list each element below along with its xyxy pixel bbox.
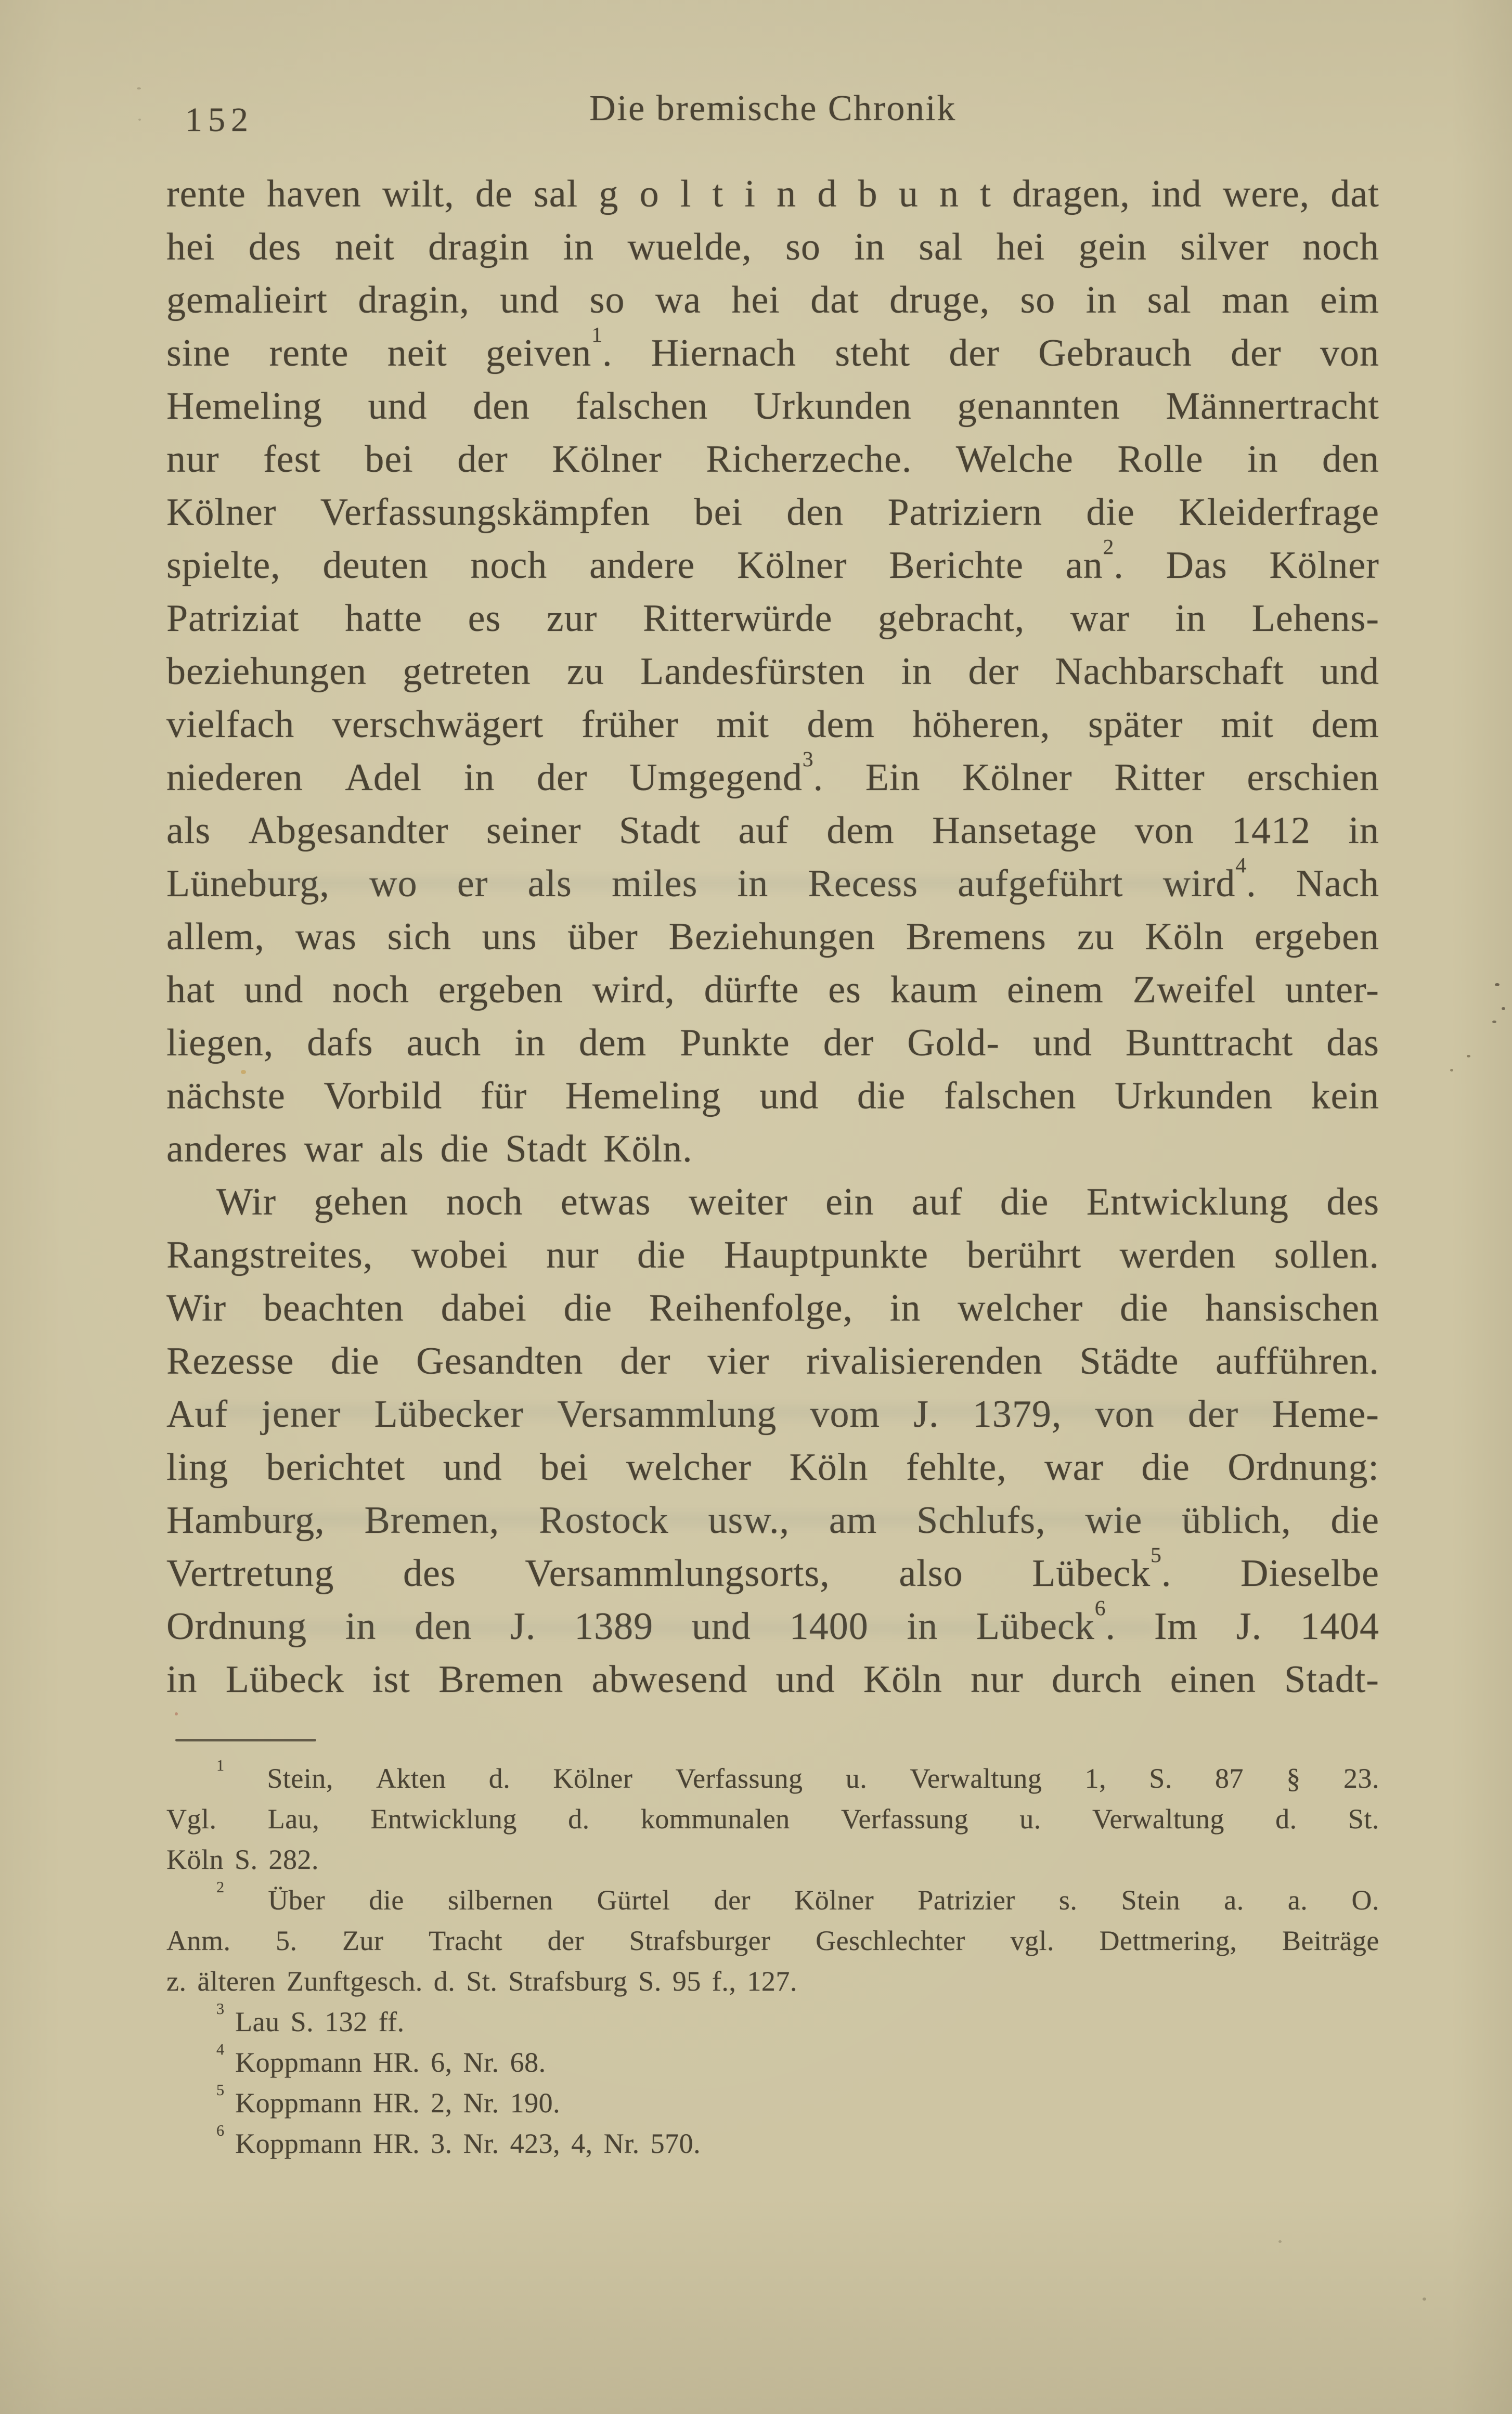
scan-speck (1495, 983, 1500, 986)
scan-speck (1502, 1007, 1505, 1010)
main-text-line: allem, was sich uns über Beziehungen Bremens zu Köln ergeben (166, 915, 1379, 958)
main-text-line: Wir gehen noch etwas weiter ein auf die Entwicklung des (216, 1181, 1379, 1223)
ink-showthrough (198, 1404, 1290, 1419)
footnote-line: z. älteren Zunftgesch. d. St. Strafsburg S. 95 f., 127. (166, 1966, 797, 1997)
main-text-line: Rangstreites, wobei nur die Hauptpunkte berührt werden sollen. (166, 1234, 1379, 1276)
scan-speck (1423, 2297, 1426, 2301)
main-text-line: hat und noch ergeben wird, dürfte es kaum einem Zweifel unter- (166, 969, 1379, 1011)
scan-speck (175, 1712, 178, 1715)
footnotes-block (166, 1758, 1379, 2164)
main-text-line: Auf jener Lübecker Versammlung vom J. 1379, von der Heme- (166, 1393, 1379, 1436)
main-text-line: vielfach verschwägert früher mit dem höheren, später mit dem (166, 703, 1379, 746)
scan-speck (137, 87, 141, 89)
page-number: 152 (185, 101, 254, 139)
main-text-line: Ordnung in den J. 1389 und 1400 in Lübeck$^6$. Im J. 1404 (166, 1596, 1379, 1648)
scan-speck (1492, 1021, 1496, 1023)
main-text-line: nächste Vorbild für Hemeling und die falschen Urkunden kein (166, 1075, 1379, 1117)
main-text-line: beziehungen getreten zu Landesfürsten in der Nachbarschaft und (166, 650, 1379, 693)
main-text-line: nur fest bei der Kölner Richerzeche. Welche Rolle in den (166, 438, 1379, 481)
footnote-line: $^3$ Lau S. 132 ff. (216, 1999, 405, 2037)
main-text-line: rente haven wilt, de sal g o l t i n d b u n t dragen, ind were, dat (166, 173, 1379, 215)
main-text-line: als Abgesandter seiner Stadt auf dem Hansetage von 1412 in (166, 809, 1379, 852)
footnote-line: $^5$ Koppmann HR. 2, Nr. 190. (216, 2081, 561, 2119)
main-text-line: Vertretung des Versammlungsorts, also Lübeck$^5$. Dieselbe (166, 1543, 1379, 1595)
main-text-line: Wir beachten dabei die Reihenfolge, in welcher die hansischen (166, 1287, 1379, 1329)
scan-speck (1278, 2240, 1282, 2243)
main-text-line: niederen Adel in der Umgegend$^3$. Ein Kölner Ritter erschien (166, 747, 1379, 799)
main-text-line: gemalieirt dragin, und so wa hei dat druge, so in sal man eim (166, 279, 1379, 321)
footnote-line: $^6$ Koppmann HR. 3. Nr. 423, 4, Nr. 570. (216, 2121, 701, 2159)
main-text-block (166, 167, 1379, 1706)
footnote-separator-rule (175, 1739, 316, 1741)
main-text-line: ling berichtet und bei welcher Köln fehlte, war die Ordnung: (166, 1446, 1379, 1489)
main-text-line: Patriziat hatte es zur Ritterwürde gebracht, war in Lehens- (166, 597, 1379, 640)
main-text-line: sine rente neit geiven$^1$. Hiernach steht der Gebrauch der von (166, 322, 1379, 375)
main-text-line: Lüneburg, wo er als miles in Recess aufgeführt wird$^4$. Nach (166, 853, 1379, 905)
main-text-line: liegen, dafs auch in dem Punkte der Gold- und Bunttracht das (166, 1022, 1379, 1064)
scan-speck (1450, 1069, 1453, 1072)
main-text-line: Hemeling und den falschen Urkunden genannten Männertracht (166, 385, 1379, 428)
footnote-line: Anm. 5. Zur Tracht der Strafsburger Geschlechter vgl. Dettmering, Beiträge (166, 1925, 1379, 1956)
scan-speck (138, 119, 141, 121)
footnote-line: Vgl. Lau, Entwicklung d. kommunalen Verfassung u. Verwaltung d. St. (166, 1803, 1379, 1835)
scan-speck (1467, 1055, 1470, 1057)
footnote-line: $^2$ Über die silbernen Gürtel der Kölner Patrizier s. Stein a. a. O. (216, 1878, 1379, 1916)
main-text-line: in Lübeck ist Bremen abwesend und Köln nur durch einen Stadt- (166, 1658, 1379, 1701)
scan-speck (241, 1070, 246, 1074)
main-text-line: Kölner Verfassungskämpfen bei den Patriziern die Kleiderfrage (166, 491, 1379, 534)
ink-showthrough (270, 1622, 1155, 1634)
running-title: Die bremische Chronik (589, 88, 957, 128)
ink-showthrough (218, 1513, 1259, 1526)
footnote-line: $^4$ Koppmann HR. 6, Nr. 68. (216, 2040, 546, 2078)
main-text-line: Rezesse die Gesandten der vier rivalisierenden Städte aufführen. (166, 1340, 1379, 1383)
main-text-line: anderes war als die Stadt Köln. (166, 1128, 693, 1170)
ink-showthrough (218, 876, 1207, 890)
main-text-line: spielte, deuten noch andere Kölner Berichte $an^2$. Das Kölner (166, 535, 1379, 587)
footnote-line: Köln S. 282. (166, 1844, 319, 1875)
footnote-line: $^1$ Stein, Akten d. Kölner Verfassung u. Verwaltung 1, S. 87 § 23. (216, 1756, 1379, 1794)
main-text-line: Hamburg, Bremen, Rostock usw., am Schlufs, wie üblich, die (166, 1499, 1379, 1542)
main-text-line: hei des neit dragin in wuelde, so in sal hei gein silver noch (166, 226, 1379, 268)
